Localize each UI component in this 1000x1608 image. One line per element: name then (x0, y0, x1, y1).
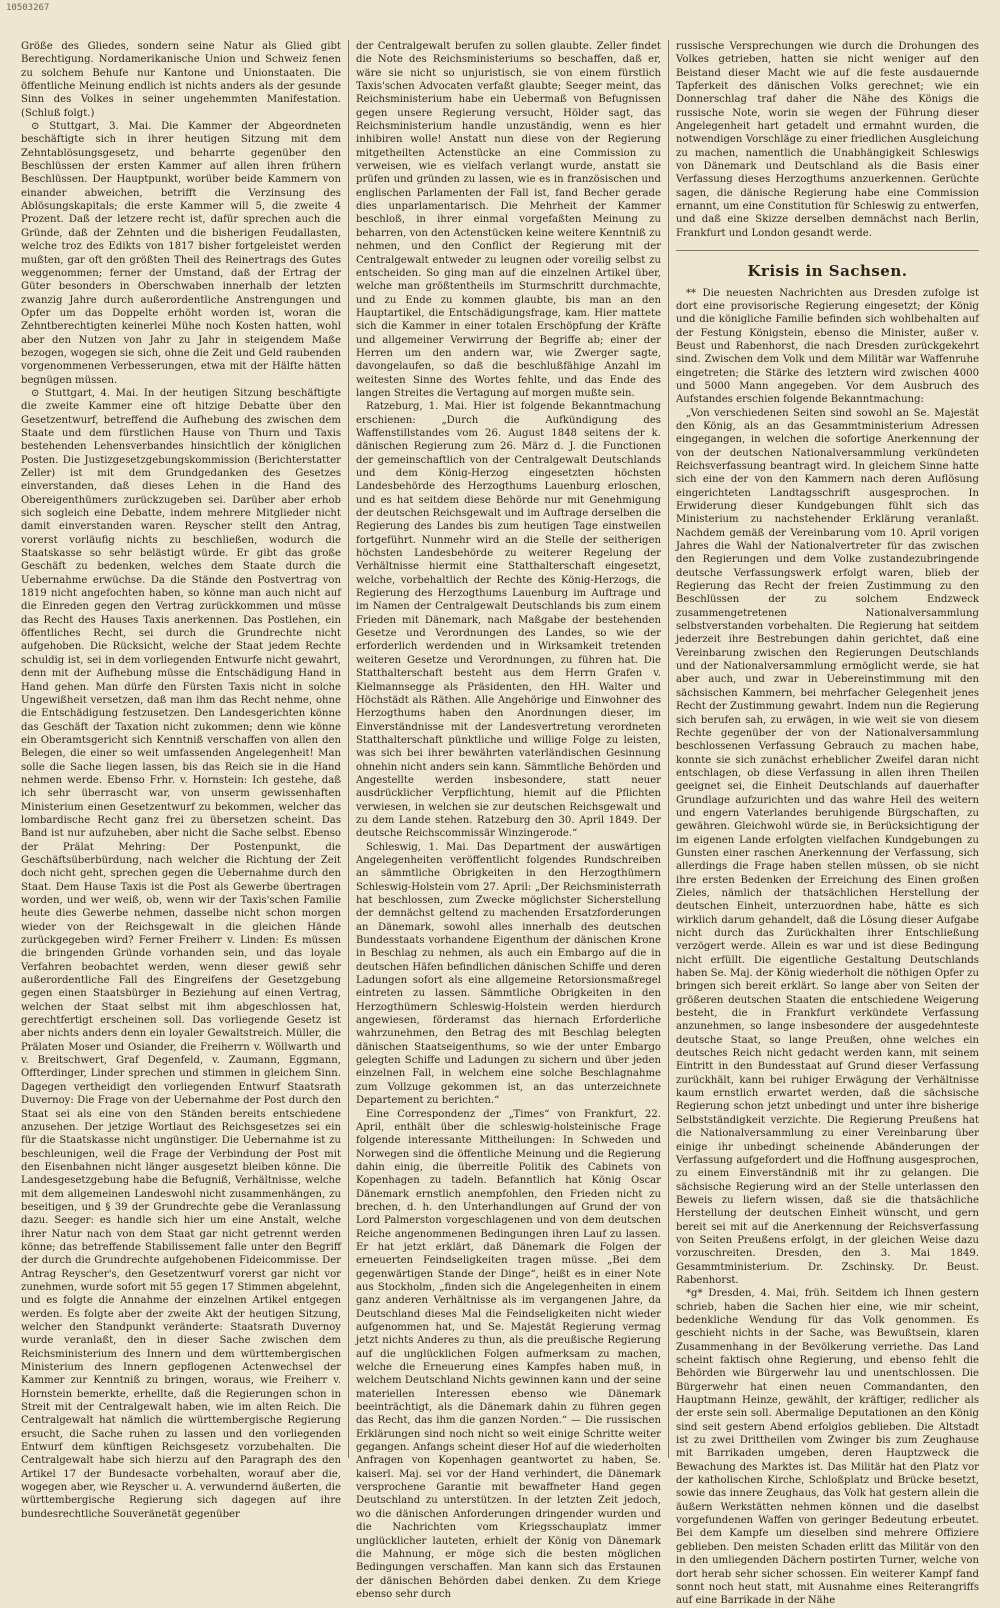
article-paragraph: *g* Dresden, 4. Mai, früh. Seitdem ich Ihnen gestern schrieb, haben die Sachen hier eine, wie mir scheint, bedenkliche Wendung für das Volk genommen. Es geschieht nichts in der Sache, was Bewußtsein, klaren Zusammenhang in der Bevölkerung verriethe. Das Land scheint faktisch ohne Regierung, und ebenso fehlt die Behörden wie Bürgerwehr lau und unentschlossen. Die Bürgerwehr hat einen neuen Commandanten, den Hauptmann Heinze, gewählt, der kräftiger, redlicher als der erste sein soll. Abermalige Deputationen an den König sind seit gestern Abend erfolglos geblieben. Die Altstadt ist zu zwei Drittheilen vom Zwinger bis zum Zeughause mit Barrikaden umgeben, deren Hauptzweck die Bewachung des Marktes ist. Das Militär hat den Platz vor der katholischen Kirche, Schloßplatz und Brücke besetzt, sowie das innere Zeughaus, das Volk hat gestern allein die äußern Werkstätten nehmen können und die daselbst vorgefundenen Waffen von geringer Bedeutung erbeutet. Bei dem Kampfe um dieselben sind mehrere Offiziere geblieben. Den meisten Schaden erlitt das Militär von den in den umliegenden Dächern postirten Turner, welche von dort herab sehr sicher schossen. Ein weiterer Kampf fand sonnt noch heut statt, mit Ausnahme eines Reiterangriffs auf eine Barrikade in der Nähe (676, 1288, 979, 1607)
scan-id-label: 10503267 (6, 3, 50, 13)
section-title: Krisis in Sachsen. (747, 262, 908, 281)
section-divider (676, 250, 979, 251)
article-paragraph: der Centralgewalt berufen zu sollen glaubte. Zeller findet die Note des Reichsministeriums so beschaffen, daß er, wäre sie nicht so unjuristisch, sie von einem fürstlich Taxis'schen Advocaten verfaßt glaubte; Seeger meint, das Reichsministerium habe ein Uebermaß von Befugnissen gegen unsere Regierung versucht, Hölder sagt, das Reichsministerium handle unzuständig, wenn es hier inhibiren wolle! Anstatt nun diese von der Regierung mitgetheilten Actenstücke an eine Commission zu verweisen, wie es vielfach verlangt wurde, anstatt sie prüfen und gründen zu lassen, wie es in französischen und englischen Parlamenten der Fall ist, fand Becher gerade dies unparlamentarisch. Die Mehrheit der Kammer beschloß, in ihrer einmal vorgefaßten Meinung zu beharren, von den Actenstücken keine weitere Kenntniß zu nehmen, und den Conflict der Regierung mit der Centralgewalt entweder zu leugnen oder voreilig selbst zu entscheiden. So ging man auf die einzelnen Artikel über, welche man größtentheils im Sturmschritt durchmachte, und zu Ende zu kommen glaubte, bis man an den Hauptartikel, die Entschädigungsfrage, kam. Hier mattete sich die Kammer in einer totalen Erschöpfung der Kräfte und allgemeiner Verwirrung der Begriffe ab; einer der Herren um den andern war, wie Zwerger sagte, davongelaufen, so daß die beschlußfähige Anzahl im weitesten Sinne des Wortes fehlte, und das Ende des langen Streites die Vertagung auf morgen mußte sein. (356, 41, 661, 399)
article-paragraph: Eine Correspondenz der „Times“ von Frankfurt, 22. April, enthält über die schleswig-holsteinische Frage folgende interessante Mittheilungen: In Schweden und Norwegen sind die öffentliche Meinung und die Regierung dahin einig, die überreitle Politik des Cabinets von Kopenhagen zu tadeln. Befanntlich hat König Oscar Dänemark ernstlich anempfohlen, den Frieden nicht zu brechen, d. h. den Unterhandlungen auf Grund der von Lord Palmerston vorgeschlagenen und von dem deutschen Reiche angenommenen Bedingungen ihren Lauf zu lassen. Er hat jetzt erklärt, daß Dänemark die Folgen der erneuerten Feindseligkeiten tragen müsse. „Bei dem gegenwärtigen Stande der Dinge“, heißt es in einer Note aus Stockholm, „finden sich die Angelegenheiten in einem ganz anderen Verhältnisse als im vergangenen Jahre, da Deutschland dieses Mal die Feindseligkeiten nicht wieder aufgenommen hat, und Se. Majestät Regierung vermag jetzt nichts Anderes zu thun, als die preußische Regierung auf die unglücklichen Folgen aufmerksam zu machen, welche die Erneuerung eines Kampfes haben muß, in welchem Deutschland Nichts gewinnen kann und der seine materiellen Interessen ebenso wie Dänemark beeinträchtigt, als die Dänemark dahin zu führen gegen das Recht, das ihm die ganzen Norden.“ — Die russischen Erklärungen sind noch nicht so weit einige Schritte weiter gegangen. Anfangs scheint dieser Hof auf die wiederholten Anfragen von Kopenhagen geantwortet zu haben, Se. kaiserl. Maj. sei vor der Hand verhindert, die Dänemark versprochene Garantie mit bewaffneter Hand gegen Deutschland zu unterstützen. In der letzten Zeit jedoch, wo die dänischen Anforderungen dringender wurden und die Nachrichten vom Kriegsschauplatz immer unglücklicher lauteten, erhielt der König von Dänemark die Mahnung, er möge sich die besten möglichen Bedingungen verschaffen. Man kann sich das Erstaunen der dänischen Behörden dabei denken. Zu dem Kriege ebenso sehr durch (356, 1108, 661, 1600)
article-paragraph: „Von verschiedenen Seiten sind sowohl an Se. Majestät den König, als an das Gesammtministerium Adressen eingegangen, in welchen die sofortige Anerkennung der von der deutschen Nationalversammlung verkündeten Reichsverfassung beantragt wird. In gleichem Sinne hatte sich eine der von den Kammern nach deren Auflösung eingerichteten Landtagsschrift ausgesprochen. In Erwiderung dieser Kundgebungen fühlt sich das Ministerium zu nachstehender Erklärung veranlaßt. Nachdem gemäß der Vereinbarung vom 10. April vorigen Jahres die Wahl der Nationalvertreter für das zwischen den Regierungen und dem Volke zustandezubringende deutsche Verfassungswerk erfolgt waren, blieb der Regierung das Recht der freien Zustimmung zu den Beschlüssen der zu solchem Endzweck zusammengetretenen Nationalversammlung selbstverstanden vorbehalten. Die Regierung hat seitdem jederzeit ihre Bestrebungen dahin gerichtet, daß eine Vereinbarung zwischen den Regierungen Deutschlands und der Nationalversammlung ermöglicht werde, sie hat aber auch, und zwar in Uebereinstimmung mit den sächsischen Kammern, bei mehrfacher Gelegenheit jenes Recht der Zustimmung gewahrt. Indem nun die Regierung sich berufen sah, zu erwägen, in wie weit sie von diesem Rechte gegenüber der von der Nationalversammlung beschlossenen Verfassung Gebrauch zu machen habe, konnte sie sich zunächst erheblicher Zweifel daran nicht entschlagen, ob diese Verfassung in allen ihren Theilen geeignet sei, die Einheit Deutschlands auf dauerhafter Grundlage aufzurichten und das wahre Heil des weitern und engern Vaterlandes beruhigende Bürgschaften, zu gewähren. Gleichwohl würde sie, in Berücksichtigung der im eigenen Lande erfolgten vielfachen Kundgebungen zu Gunsten einer raschen Anerkennung der Verfassung, sich allerdings die Frage haben stellen müssen, ob sie nicht ihre ersten Bedenken der Erreichung des Einen großen Zieles, nämlich der thatsächlichen Herstellung der deutschen Einheit, unterzuordnen habe, hätte es sich wirklich darum gehandelt, daß die Lösung dieser Aufgabe nicht durch das Zurückhalten ihrer Entschließung verzögert werde. Allein es war und ist diese Bedingung nicht erfüllt. Die eigentliche Gestaltung Deutschlands haben Se. Maj. der König wiederholt die nöthigen Opfer zu bringen sich bereit erklärt. So lange aber von Seiten der größeren deutschen Staaten die entschiedene Weigerung besteht, die in Frankfurt verkündete Verfassung anzunehmen, so lange insbesondere der ausgedehnteste deutsche Staat, so lange Preußen, ohne welches ein deutsches Reich nicht gedacht werden kann, mit seinem Eintritt in den Bundesstaat auf Grund dieser Verfassung zurückhält, kann bei ruhiger Erwägung der Verhältnisse kaum ernstlich erwartet werden, daß die sächsische Regierung schon jetzt unbedingt und unter ihre bisherige Selbstständigkeit verzichte. Die Regierung Preußens hat die Nationalversammlung zu einer Vereinbarung über einige ihr unbedingt scheinende Abänderungen der Verfassung aufgefordert und die Hoffnung ausgesprochen, zu einem Einverständniß mit ihr zu gelangen. Die sächsische Regierung wird an der Stelle unterlassen den Beweis zu liefern wissen, daß sie die thatsächliche Herstellung der deutschen Einheit wünscht, und gern bereit sei mit auf die Anerkennung der Reichsverfassung von Seiten Preußens erfolgt, in der gleichen Weise dazu vorzuschreiten. Dresden, den 3. Mai 1849. Gesammtministerium. Dr. Zschinsky. Dr. Beust. Rabenhorst. (676, 407, 979, 1286)
article-paragraph: russische Versprechungen wie durch die Drohungen des Volkes getrieben, hatten sie nicht weniger auf den Beistand dieser Macht wie auf die feste ausdauernde Tapferkeit des dänischen Volks gerechnet; wie ein Donnerschlag traf daher die Nähe des Königs die russische Note, worin sie wegen der Führung dieser Angelegenheit hart getadelt und ermahnt wurden, die notwendigen Vorschläge zu einer friedlichen Ausgleichung zu machen, namentlich die Unabhängigkeit Schleswigs von Dänemark und Deutschland als die Basis einer Verfassung dieses Herzogthums anzuerkennen. Gerüchte sagen, die dänische Regierung habe eine Commission ernannt, um eine Constitution für Schleswig zu entwerfen, und daß eine Skizze derselben demnächst nach Berlin, Frankfurt und London gesandt werde. (676, 41, 979, 239)
article-paragraph: Größe des Gliedes, sondern seine Natur als Glied gibt Berechtigung. Nordamerikanische Union und Schweiz fenen zu solchem Behufe nur Kantone und Unionstaaten. Die öffentliche Meinung endlich ist nichts anders als der gesunde Sinn des Volkes in seiner ungehemmten Manifestation. (Schluß folgt.) (21, 41, 341, 119)
article-paragraph: Schleswig, 1. Mai. Das Department der auswärtigen Angelegenheiten veröffentlicht folgendes Rundschreiben an sämmtliche Obrigkeiten in den Herzogthümern Schleswig-Holstein vom 27. April: „Der Reichsministerrath hat beschlossen, zum Zwecke möglichster Sicherstellung der demnächst geltend zu machenden Ersatzforderungen an Dänemark, sowohl alles innerhalb des deutschen Bundesstaats vorhandene Eigenthum der dänischen Krone in Beschlag zu nehmen, als auch ein Embargo auf die in deutschen Häfen befindlichen dänischen Schiffe und deren Ladungen sofort als eine allgemeine Retorsionsmaßregel eintreten zu lassen. Sämmtliche Obrigkeiten in den Herzogthümern Schleswig-Holstein werden hierdurch angewiesen, förderamst das hiernach Erforderliche wahrzunehmen, den Betrag des mit Beschlag belegten dänischen Staatseigenthums, so wie der unter Embargo gelegten Schiffe und Ladungen zu sichern und über jeden einzelnen Fall, in welchem eine solche Beschlagnahme zum Vollzuge gekommen ist, an das unterzeichnete Departement zu berichten.“ (356, 841, 661, 1107)
newspaper-page (14, 40, 986, 1607)
article-paragraph: ⊙ Stuttgart, 3. Mai. Die Kammer der Abgeordneten beschäftigte sich in ihrer heutigen Sitzung mit dem Zehntablösungsgesetz, und beharrte gegenüber den Beschlüssen der ersten Kammer auf allen ihren frühern Beschlüssen. Der Hauptpunkt, worüber beide Kammern von einander abweichen, betrifft die Verzinsung des Ablösungskapitals; die erste Kammer will 5, die zweite 4 Prozent. Daß der letzere recht ist, dafür sprechen auch die Gründe, daß der Zehnten und die bisherigen Feudallasten, welche troz des Edikts von 1817 bisher fortgeleistet werden mußten, gar oft den größten Theil des Reinertrags des Gutes weggenommen; ferner der Umstand, daß der Ertrag der Güter besonders in Oberschwaben innerhalb der letzten zwanzig Jahre durch außerordentliche Anstrengungen und Opfer um das Doppelte erhöht worden ist, woran die Zehntberechtigten keinerlei Mühe noch Kosten hatten, wohl aber den Nutzen von Jahr zu Jahr in steigendem Maße bezogen, wogegen sie sich, ohne die Zeit und Geld raubenden vorgenommenen Verbesserungen, etwa mit der Hälfte hätten begnügen müssen. (21, 121, 341, 386)
article-paragraph: Ratzeburg, 1. Mai. Hier ist folgende Bekanntmachung erschienen: „Durch die Aufkündigung des Waffenstillstandes vom 26. August 1848 seitens der k. dänischen Regierung zum 26. März d. J. die Functionen der gemeinschaftlich von der Centralgewalt Deutschlands und dem König-Herzog eingesetzten höchsten Landesbehörde des Herzogthums Lauenburg erloschen, und es hat seitdem diese Behörde nur mit Genehmigung der deutschen Reichsgewalt und im Auftrage derselben die Regierung des Landes bis zum heutigen Tage einstweilen fortgeführt. Nunmehr wird an die Stelle der seitherigen höchsten Landesbehörde zu weiterer Regelung der Verhältnisse hiermit eine Statthalterschaft eingesetzt, welche, vorbehaltlich der Rechte des König-Herzogs, die Regierung des Herzogthums Lauenburg im Auftrage und im Namen der Centralgewalt Deutschlands bis zum einem Frieden mit Dänemark, nach Maßgabe der bestehenden Gesetze und Verordnungen des Landes, so wie der erforderlich werdenden und in Wirksamkeit tretenden weiteren Gesetze und Verordnungen, zu führen hat. Die Statthalterschaft besteht aus dem Herrn Grafen v. Kielmannsegge als Präsidenten, den HH. Walter und Höchstädt als Räthen. Alle Angehörige und Einwohner des Herzogthums haben den Anordnungen dieser, im Einverständnisse mit der Landesvertretung verordneten Statthalterschaft pünktliche und willige Folge zu leisten, was sich bei ihrer bewährten vaterländischen Gesinnung ohnehin nicht anders sein kann. Sämmtliche Behörden und Angestellte werden insbesondere, statt neuer ausdrücklicher Verpflichtung, hiemit auf die Pflichten verwiesen, in welchen sie zur deutschen Reichsgewalt und zu dem Lande stehen. Ratzeburg den 30. April 1849. Der deutsche Reichscommissär Winzingerode.“ (356, 401, 661, 840)
column-3 (668, 40, 986, 1607)
article-paragraph: ⊙ Stuttgart, 4. Mai. In der heutigen Sitzung beschäftigte die zweite Kammer eine oft hitzige Debatte über den Gesetzentwurf, betreffend die Aufhebung des zwischen dem Staate und dem fürstlichen Hause von Thurn und Taxis bestehenden Lehensverbandes hinsichtlich der königlichen Posten. Die Justizgesetzgebungskommission (Berichterstatter Zeller) ist mit dem Grundgedanken des Gesetzes einverstanden, daß dieses Lehen in die Hand des Obereigenthümers zurückzugeben sei. Darüber aber erhob sich sogleich eine Debatte, indem mehrere Mitglieder nicht damit einverstanden waren. Reyscher stellt den Antrag, vorerst vorläufig nichts zu beschließen, wodurch die Staatskasse so sehr belästigt würde. Er gibt das große Geschäft zu bedenken, welches dem Staate durch die Uebernahme erwüchse. Da die Stände den Postvertrag von 1819 nicht angefochten haben, so könne man auch nicht auf die Einreden gegen den Vertrag zurückkommen und müsse das Recht des Hauses Taxis anerkennen. Das Postlehen, ein öffentliches Recht, sei durch die Grundrechte nicht aufgehoben. Die Rücksicht, welche der Staat jedem Rechte schuldig ist, sei in dem vorliegenden Entwurfe nicht gewahrt, denn mit der Aufhebung müsse die Entschädigung Hand in Hand gehen. Man dürfe den Fürsten Taxis nicht in solche Ungewißheit versetzen, daß man ihm das Recht nehme, ohne die Entschädigung festzusetzen. Den Landesgerichten könne das Geschäft der Taxation nicht zukommen; denn wie könne ein Oberamtsgericht sich Kenntniß verschaffen von allen den Belegen, die einer so weit umfassenden Angelegenheit! Man solle die Sache liegen lassen, bis das Reich sie in die Hand nehmen werde. Ebenso Frhr. v. Hornstein: Ich gestehe, daß ich sehr überrascht war, von unserm gewissenhaften Ministerium einen Gesetzentwurf zu bekommen, welcher das lombardische Recht ganz frei zu übersetzen scheint. Das Band ist nur aufzuheben, aber nicht die Sache selbst. Ebenso der Prälat Mehring: Der Postenpunkt, die Geschäftsüberbürdung, nach welcher die Richtung der Zeit doch nicht geht, sprechen gegen die Uebernahme durch den Staat. Dem Hause Taxis ist die Post als Gewerbe übertragen worden, und wer weiß, ob, wenn wir der Taxis'schen Familie heute dies Gewerbe nehmen, dasselbe nicht schon morgen wieder von der Reichsgewalt in die gleichen Hände zurückgegeben wird? Ferner Freiherr v. Linden: Es müssen die bringenden Gründe vorhanden sein, und das loyale Verfahren beobachtet werden, wenn dieser gewiß sehr außerordentliche Fall des Eingreifens der Gesetzgebung gegen einen Staatsbürger in Beziehung auf einen Vertrag, welchen der Staat selbst mit ihm abgeschlossen hat, gerechtfertigt erscheinen soll. Das vorliegende Gesetz ist aber nichts anders denn ein loyaler Gewaltstreich. Müller, die Prälaten Moser und Osiander, die Freiherrn v. Wöllwarth und v. Breitschwert, Graf Degenfeld, v. Zaumann, Eggmann, Offterdinger, Linder sprechen und stimmen in gleichem Sinn. Dagegen vertheidigt den vorliegenden Entwurf Staatsrath Duvernoy: Die Frage von der Uebernahme der Post durch den Staat sei als eine von den Ständen bereits entschiedene anzusehen. Der jetzige Wortlaut des Reichsgesetzes sei ein für die Staatskasse nicht ungünstiger. Die Uebernahme ist zu beschleunigen, weil die Frage der Verbindung der Post mit den Eisenbahnen nicht länger ausgesetzt bleiben könne. Die Landesgesetzgebung habe die Befugniß, Verhältnisse, welche mit dem allgemeinen Landeswohl nicht zusammenhängen, zu beseitigen, und § 39 der Grundrechte gebe die Veranlassung dazu. Seeger: es handle sich hier um eine Anstalt, welche ihrer Natur nach von dem Staat gar nicht getrennt werden könne; das betreffende Stabilissement falle unter den Begriff der durch die Grundrechte aufgehobenen Fideicommisse. Der Antrag Reyscher's, den Gesetzentwurf vorerst gar nicht vor zunehmen, wurde sofort mit 55 gegen 17 Stimmen abgelehnt, und es folgte die Annahme der einzelnen Artikel entgegen werden. Es folgte aber der zweite Akt der heutigen Sitzung, welcher den Standpunkt veränderte: Staatsrath Duvernoy wurde veranlaßt, den in dieser Sache zwischen dem Reichsministerium des Innern und dem württembergischen Ministerium des Innern gepflogenen Actenwechsel der Kammer zur Kenntniß zu bringen, woraus, wie Freiherr v. Hornstein bemerkte, erhellte, daß die Regierungen schon in Streit mit der Centralgewalt haben, wie im alten Reich. Die Centralgewalt hat nämlich die württembergische Regierung ersucht, die Sache ruhen zu lassen und den vorliegenden Entwurf dem künftigen Reichsgesetz vorzubehalten. Die Centralgewalt habe sich hierzu auf den Paragraph des den Artikel 17 der Bundesacte vorbehalten, worauf aber die, wogegen aber, wie Reyscher u. A. verwundernd äußerten, die württembergische Regierung sich dagegen auf ihre bundesrechtliche Souveränetät gegenüber (21, 387, 341, 1520)
column-1 (14, 40, 348, 1520)
article-paragraph: ** Die neuesten Nachrichten aus Dresden zufolge ist dort eine provisorische Regierung eingesetzt; der König und die königliche Familie befinden sich wohlbehalten auf der Festung Königstein, ebenso die Minister, außer v. Beust und Rabenhorst, die nach Dresden zurückgekehrt sind. Zwischen dem Volk und dem Militär war Waffenruhe eingetreten; die Stärke des letztern wird zwischen 4000 und 5000 Mann angegeben. Vor dem Ausbruch des Aufstandes erschien folgende Bekanntmachung: (676, 287, 979, 406)
column-2 (348, 40, 668, 1600)
